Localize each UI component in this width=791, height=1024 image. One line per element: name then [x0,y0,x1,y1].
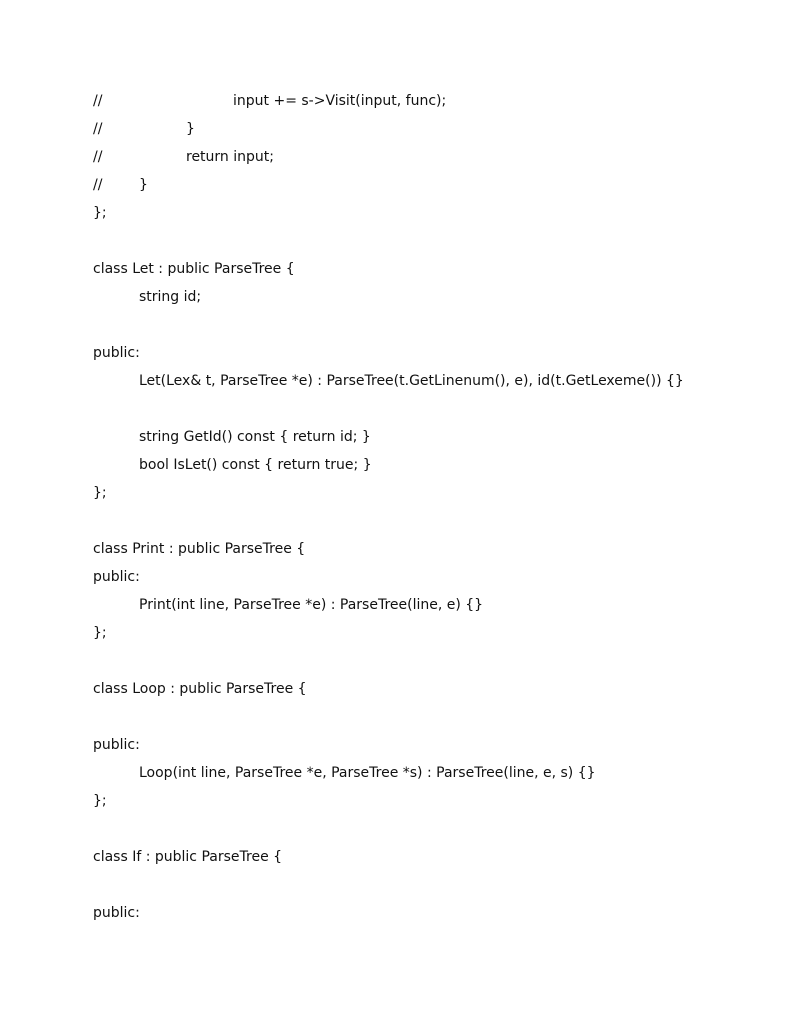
code-text: } [139,177,148,193]
comment-marker: // [93,177,103,193]
code-text: public: [93,905,140,921]
code-line [93,175,148,195]
code-text: public: [93,569,140,585]
class-declaration [93,679,307,699]
code-text: Loop(int line, ParseTree *e, ParseTree *s) : ParseTree(line, e, s) {} [139,765,596,781]
code-line [93,371,684,391]
access-specifier [93,903,140,923]
code-text: class If : public ParseTree { [93,849,283,865]
code-text: string GetId() const { return id; } [139,429,371,445]
class-declaration [93,847,283,867]
class-declaration [93,539,306,559]
access-specifier [93,567,140,587]
access-specifier [93,343,140,363]
access-specifier [93,735,140,755]
code-text: class Loop : public ParseTree { [93,681,307,697]
code-line [93,91,447,111]
code-text: public: [93,345,140,361]
code-text: class Print : public ParseTree { [93,541,306,557]
code-text: }; [93,205,107,221]
code-text: bool IsLet() const { return true; } [139,457,372,473]
code-line [93,203,111,223]
comment-marker: // [93,121,103,137]
code-text: }; [93,793,107,809]
comment-marker: // [93,93,103,109]
code-text: Let(Lex& t, ParseTree *e) : ParseTree(t.GetLinenum(), e), id(t.GetLexeme()) {} [139,373,684,389]
class-declaration [93,259,295,279]
code-line [93,427,371,447]
code-text: input += s->Visit(input, func); [233,93,447,109]
code-line [93,119,195,139]
comment-marker: // [93,149,103,165]
code-text: class Let : public ParseTree { [93,261,295,277]
code-text: return input; [186,149,274,165]
code-line [93,455,372,475]
code-text: }; [93,625,107,641]
code-line [93,623,111,643]
code-text: public: [93,737,140,753]
code-text: } [186,121,195,137]
code-line [93,763,596,783]
code-line [93,595,484,615]
code-line [93,147,274,167]
code-text: }; [93,485,107,501]
code-line [93,287,202,307]
code-text: string id; [139,289,202,305]
code-line [93,483,111,503]
code-text: Print(int line, ParseTree *e) : ParseTree(line, e) {} [139,597,484,613]
code-line [93,791,111,811]
